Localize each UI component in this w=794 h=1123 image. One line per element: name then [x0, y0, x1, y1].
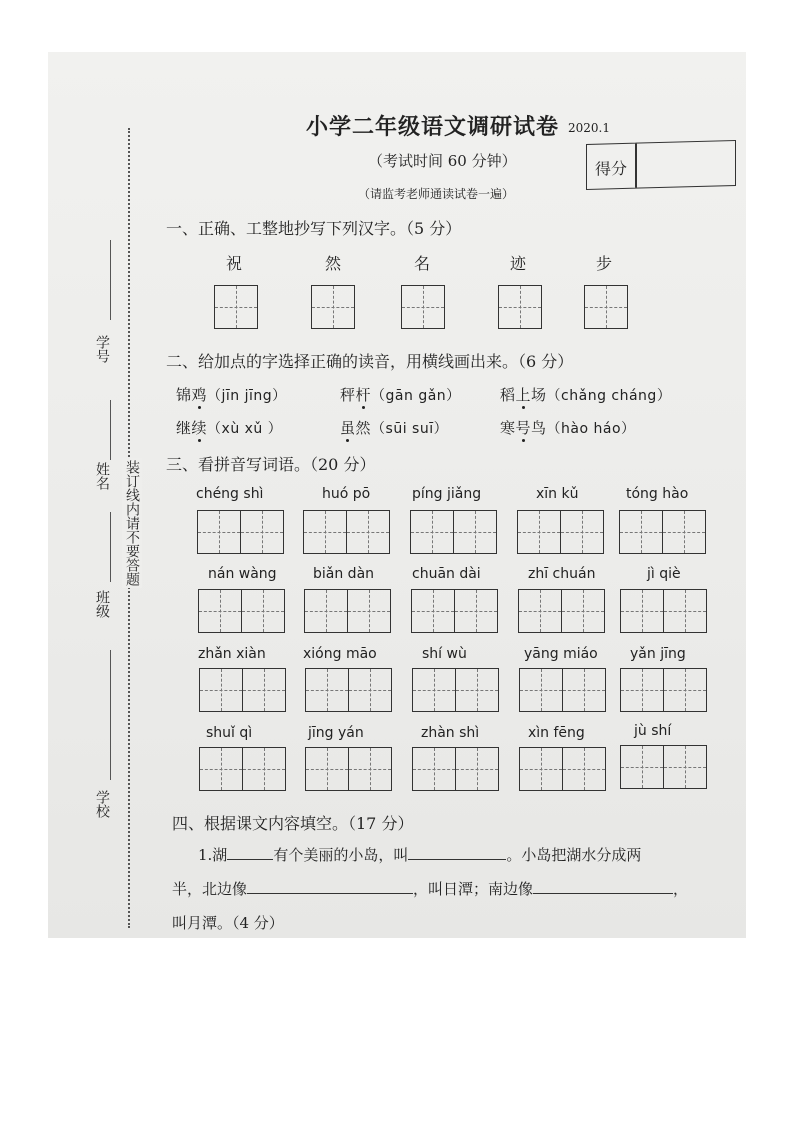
pinyin-2-5: jì qiè: [647, 566, 681, 582]
answer-grid-2-5[interactable]: [620, 589, 708, 633]
reading-item-2-options: （gān gǎn）: [371, 388, 461, 404]
exam-date: 2020.1: [568, 121, 610, 135]
pinyin-2-3: chuān dài: [412, 566, 481, 582]
proctor-note: （请监考老师通读试卷一遍）: [358, 187, 515, 201]
fill-text-d: 半，北边像: [172, 880, 248, 898]
pinyin-3-1: zhǎn xiàn: [198, 646, 266, 662]
reading-item-1-dotted: 鸡: [191, 386, 208, 404]
answer-grid-4-5[interactable]: [620, 745, 708, 789]
reading-item-4-options: （xù xǔ ）: [207, 421, 283, 437]
reading-item-6-post: 鸟: [531, 419, 547, 437]
pinyin-4-4: xìn fēng: [528, 725, 585, 741]
banji-underline: [110, 512, 111, 582]
pinyin-1-4: xīn kǔ: [536, 486, 579, 502]
blank-lake-name[interactable]: [227, 859, 273, 860]
copy-grid-2[interactable]: [311, 285, 355, 329]
xuexiao-underline: [110, 650, 111, 780]
xingming-label: 姓名: [94, 462, 110, 490]
reading-item-6-dotted: 号: [515, 419, 532, 437]
reading-item-2[interactable]: [340, 384, 461, 405]
binding-warning: 装订线内请不要答题: [124, 460, 140, 586]
answer-grid-4-3[interactable]: [412, 747, 500, 791]
reading-item-5-options: （sūi suī）: [371, 421, 449, 437]
fill-text-f: ，: [673, 880, 689, 898]
pinyin-3-4: yāng miáo: [524, 646, 598, 662]
reading-item-6-pre: 寒: [500, 419, 516, 437]
reading-item-5[interactable]: [340, 417, 448, 438]
answer-grid-2-2[interactable]: [304, 589, 392, 633]
section2-heading: 二、给加点的字选择正确的读音，用横线画出来。（6 分）: [166, 352, 574, 371]
pinyin-2-2: biǎn dàn: [313, 566, 375, 582]
blank-island-name[interactable]: [408, 859, 506, 860]
blank-south-shape[interactable]: [533, 893, 673, 894]
answer-grid-3-2[interactable]: [305, 668, 393, 712]
answer-grid-1-4[interactable]: [517, 510, 605, 554]
reading-item-3-post: 场: [531, 386, 547, 404]
score-label: 得分: [595, 158, 628, 179]
reading-item-5-dotted: 虽: [340, 419, 356, 437]
copy-grid-4[interactable]: [498, 285, 542, 329]
answer-grid-3-5[interactable]: [620, 668, 708, 712]
banji-label: 班级: [94, 590, 110, 618]
answer-grid-3-4[interactable]: [519, 668, 607, 712]
pinyin-3-2: xióng māo: [303, 646, 377, 662]
pinyin-4-2: jīng yán: [308, 725, 364, 741]
copy-grid-3[interactable]: [401, 285, 445, 329]
section1-heading: 一、正确、工整地抄写下列汉字。（5 分）: [166, 219, 462, 238]
reading-item-1[interactable]: [176, 384, 287, 405]
copy-grid-1[interactable]: [214, 285, 258, 329]
reading-item-4-pre: 继: [176, 419, 192, 437]
xuehao-underline: [110, 240, 111, 320]
pinyin-3-5: yǎn jīng: [630, 646, 686, 662]
copy-grid-5[interactable]: [584, 285, 628, 329]
pinyin-4-1: shuǐ qì: [206, 725, 253, 741]
reading-item-6-options: （hào háo）: [546, 421, 636, 437]
pinyin-1-1: chéng shì: [196, 486, 264, 502]
pinyin-4-3: zhàn shì: [421, 725, 480, 741]
xingming-underline: [110, 400, 111, 460]
reading-item-3-pre: 稻: [500, 386, 516, 404]
answer-grid-1-1[interactable]: [197, 510, 285, 554]
xuexiao-label: 学校: [94, 790, 110, 818]
fill-line-1: [198, 844, 641, 865]
char-2: 然: [325, 254, 342, 273]
section3-heading: 三、看拼音写词语。（20 分）: [166, 455, 376, 474]
reading-item-4-dotted: 续: [191, 419, 208, 437]
reading-item-5-post: 然: [355, 419, 372, 437]
char-3: 名: [414, 254, 431, 273]
fill-text-a: 1.湖: [198, 846, 228, 864]
reading-item-2-dotted: 杆: [355, 386, 372, 404]
reading-item-3[interactable]: [500, 384, 671, 405]
char-1: 祝: [226, 254, 243, 273]
reading-item-6[interactable]: [500, 417, 636, 438]
answer-grid-4-4[interactable]: [519, 747, 607, 791]
pinyin-4-5: jù shí: [634, 723, 672, 739]
fill-text-c: 。小岛把湖水分成两: [506, 846, 642, 864]
pinyin-2-4: zhī chuán: [528, 566, 596, 582]
answer-grid-3-3[interactable]: [412, 668, 500, 712]
exam-duration: （考试时间 60 分钟）: [368, 152, 517, 170]
blank-north-shape[interactable]: [247, 893, 413, 894]
fill-line-2: [172, 878, 688, 899]
page-title: 小学二年级语文调研试卷: [306, 114, 560, 140]
reading-item-4[interactable]: [176, 417, 282, 438]
pinyin-1-3: píng jiǎng: [412, 486, 482, 502]
answer-grid-2-1[interactable]: [198, 589, 286, 633]
pinyin-2-1: nán wàng: [208, 566, 277, 582]
answer-grid-3-1[interactable]: [199, 668, 287, 712]
answer-grid-4-1[interactable]: [199, 747, 287, 791]
pinyin-1-5: tóng hào: [626, 486, 689, 502]
reading-item-2-pre: 秤: [340, 386, 356, 404]
score-divider: [635, 144, 637, 188]
char-4: 迹: [510, 254, 527, 273]
pinyin-3-3: shí wù: [422, 646, 467, 662]
reading-item-1-pre: 锦: [176, 386, 192, 404]
pinyin-1-2: huó pō: [322, 486, 371, 502]
section4-heading: 四、根据课文内容填空。（17 分）: [172, 814, 414, 833]
answer-grid-1-5[interactable]: [619, 510, 707, 554]
answer-grid-1-3[interactable]: [410, 510, 498, 554]
fill-text-e: ，叫日潭；南边像: [413, 880, 534, 898]
answer-grid-4-2[interactable]: [305, 747, 393, 791]
char-5: 步: [596, 254, 613, 273]
reading-item-1-options: （jīn jīng）: [207, 388, 287, 404]
fill-line-3: 叫月潭。（4 分）: [172, 914, 284, 932]
reading-item-3-options: （chǎng cháng）: [546, 388, 672, 404]
reading-item-3-dotted: 上: [515, 386, 532, 404]
answer-grid-2-3[interactable]: [411, 589, 499, 633]
score-box[interactable]: [586, 140, 736, 190]
fill-text-b: 有个美丽的小岛，叫: [273, 846, 409, 864]
answer-grid-1-2[interactable]: [303, 510, 391, 554]
xuehao-label: 学号: [94, 335, 110, 363]
answer-grid-2-4[interactable]: [518, 589, 606, 633]
